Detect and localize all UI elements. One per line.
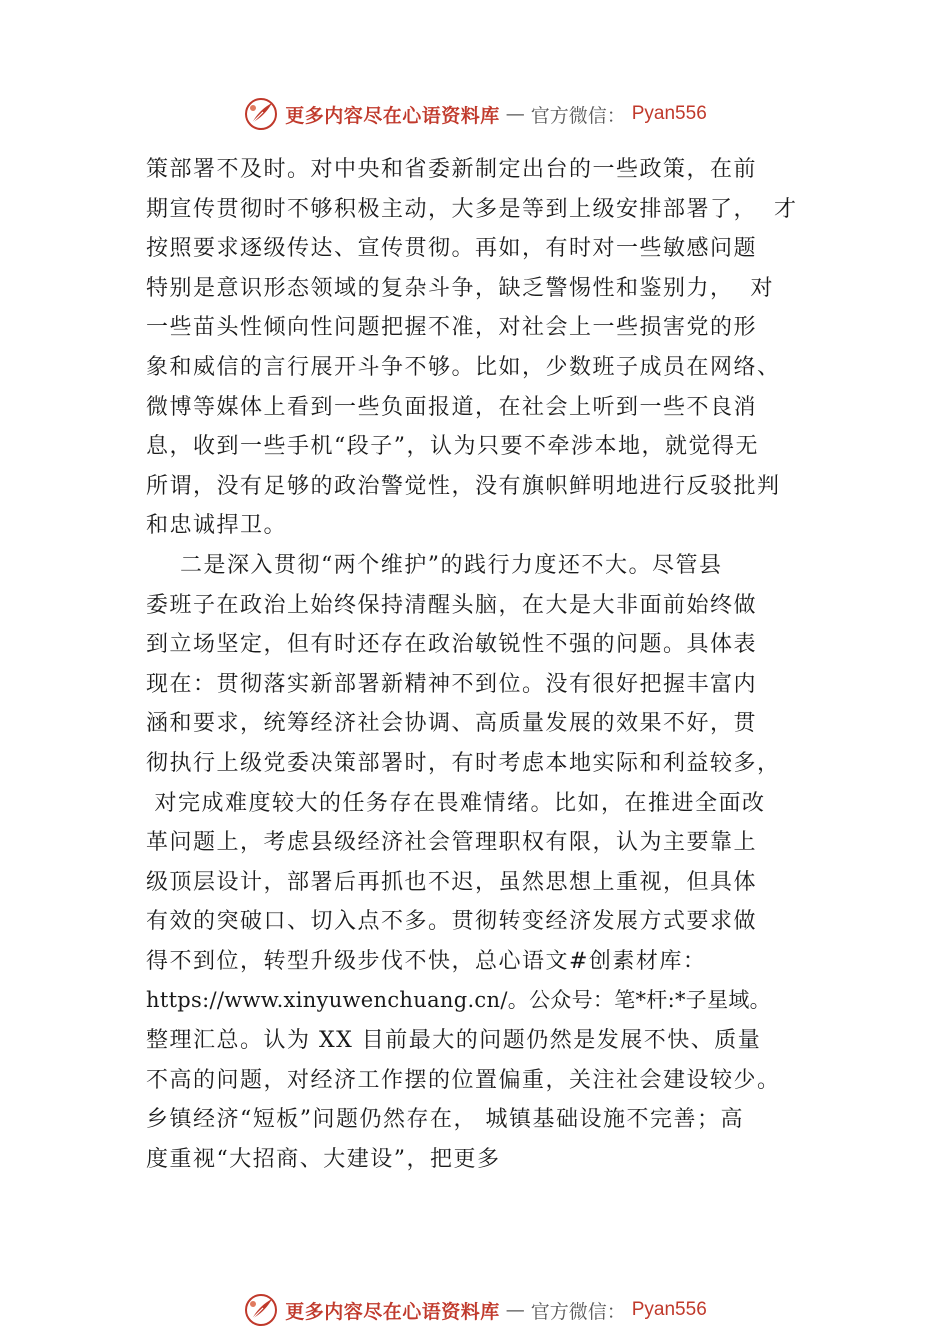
body-line: 涵和要求，统筹经济社会协调、高质量发展的效果不好，贯: [146, 711, 758, 737]
body-line: 现在：贯彻落实新部署新精神不到位。没有很好把握丰富内: [146, 671, 758, 697]
footer-banner-title: 更多内容尽在心语资料库: [285, 1300, 500, 1323]
quill-logo-icon: [243, 1292, 279, 1328]
body-line: 和忠诚捍卫。: [146, 513, 288, 539]
footer-wechat-id: Pyan556: [631, 1299, 707, 1320]
header-banner: [0, 94, 950, 134]
body-line: 期宣传贯彻时不够积极主动，大多是等到上级安排部署了， 才: [146, 196, 798, 222]
footer-wechat-label: 官方微信：: [530, 1300, 626, 1323]
body-line: 所谓，没有足够的政治警觉性，没有旗帜鲜明地进行反驳批判: [146, 473, 781, 499]
header-wechat-label: 官方微信：: [530, 104, 626, 127]
body-line: 特别是意识形态领域的复杂斗争，缺乏警惕性和鉴别力， 对: [146, 275, 774, 301]
header-banner-separator: —: [505, 103, 525, 125]
body-line: 度重视“大招商、大建设”，把更多: [146, 1146, 501, 1172]
body-line: 一些苗头性倾向性问题把握不准，对社会上一些损害党的形: [146, 315, 758, 341]
body-line: 有效的突破口、切入点不多。贯彻转变经济发展方式要求做: [146, 909, 758, 935]
body-line: 得不到位，转型升级步伐不快，总心语文#创素材库：: [146, 948, 707, 974]
body-line: 微博等媒体上看到一些负面报道，在社会上听到一些不良消: [146, 394, 758, 420]
body-line: 级顶层设计，部署后再抓也不迟，虽然思想上重视，但具体: [146, 869, 758, 895]
body-line: 委班子在政治上始终保持清醒头脑，在大是大非面前始终做: [146, 592, 758, 618]
footer-banner-separator: —: [505, 1299, 525, 1321]
body-line: 彻执行上级党委决策部署时，有时考虑本地实际和利益较多，: [146, 750, 781, 776]
body-line: 乡镇经济“短板”问题仍然存在， 城镇基础设施不完善；高: [146, 1107, 744, 1133]
header-banner-title: 更多内容尽在心语资料库: [285, 104, 500, 127]
document-body: [146, 150, 846, 1179]
body-line: 策部署不及时。对中央和省委新制定出台的一些政策，在前: [146, 157, 758, 182]
body-line: 息，收到一些手机“段子”，认为只要不牵涉本地，就觉得无: [146, 434, 759, 460]
body-line: 不高的问题，对经济工作摆的位置偏重，关注社会建设较少。: [146, 1067, 781, 1093]
footer-banner: [0, 1290, 950, 1330]
body-line: 象和威信的言行展开斗争不够。比如，少数班子成员在网络、: [146, 354, 781, 380]
header-wechat-id: Pyan556: [631, 103, 707, 124]
url-line: https://www.xinyuwenchuang.cn/。公众号：笔*杆:*子星域。: [146, 988, 771, 1013]
body-line: 按照要求逐级传达、宣传贯彻。再如，有时对一些敏感问题: [146, 236, 758, 262]
quill-logo-icon: [243, 96, 279, 132]
body-line: 对完成难度较大的任务存在畏难情绪。比如，在推进全面改: [146, 790, 766, 816]
body-line: 到立场坚定，但有时还存在政治敏锐性不强的问题。具体表: [146, 632, 758, 658]
paragraph-start-line: 二是深入贯彻“两个维护”的践行力度还不大。尽管县: [146, 552, 723, 578]
body-line: 革问题上，考虑县级经济社会管理职权有限，认为主要靠上: [146, 830, 758, 856]
body-line: 整理汇总。认为 XX 目前最大的问题仍然是发展不快、质量: [146, 1028, 762, 1054]
